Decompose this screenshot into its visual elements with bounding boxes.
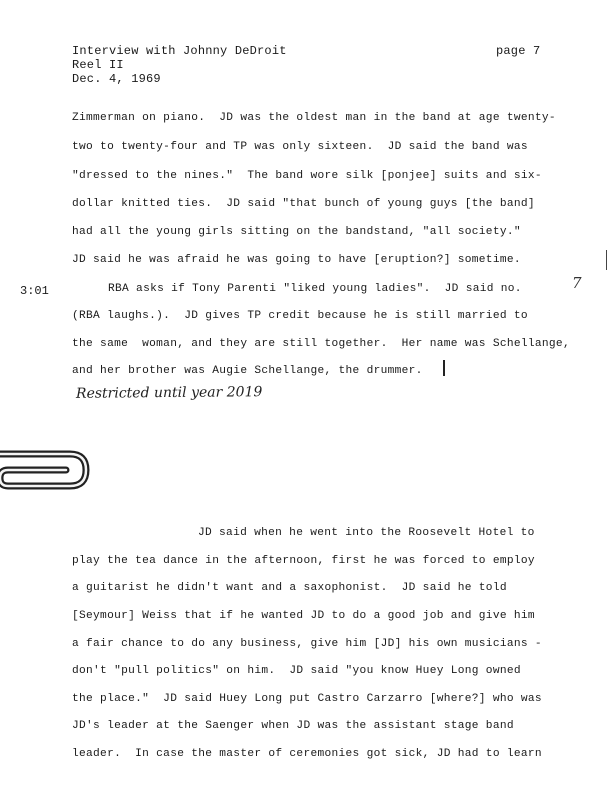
- body-line: the place." JD said Huey Long put Castro Carzarro [where?] who was: [72, 693, 542, 705]
- body-line: a fair chance to do any business, give him [JD] his own musicians -: [72, 638, 542, 650]
- body-line: JD said when he went into the Roosevelt Hotel to: [198, 527, 535, 539]
- margin-mark: 7: [572, 274, 582, 292]
- body-line: RBA asks if Tony Parenti "liked young ladies". JD said no.: [108, 283, 522, 295]
- body-line: (RBA laughs.). JD gives TP credit because he is still married to: [72, 310, 528, 322]
- body-line: Zimmerman on piano. JD was the oldest man in the band at age twenty-: [72, 112, 556, 124]
- body-line: leader. In case the master of ceremonies got sick, JD had to learn: [72, 748, 542, 760]
- header-reel: Reel II: [72, 58, 124, 72]
- insertion-mark: [443, 360, 445, 376]
- body-line: don't "pull politics" on him. JD said "you know Huey Long owned: [72, 665, 521, 677]
- header-title: Interview with Johnny DeDroit: [72, 44, 287, 58]
- body-line: "dressed to the nines." The band wore silk [ponjee] suits and six-: [72, 170, 542, 182]
- body-line: JD said he was afraid he was going to have [eruption?] sometime.: [72, 254, 521, 266]
- body-line: the same woman, and they are still together. Her name was Schellange,: [72, 338, 570, 350]
- body-line: and her brother was Augie Schellange, the drummer.: [72, 365, 423, 377]
- body-line: JD's leader at the Saenger when JD was the assistant stage band: [72, 720, 514, 732]
- header-date: Dec. 4, 1969: [72, 72, 161, 86]
- body-line: had all the young girls sitting on the bandstand, "all society.": [72, 226, 521, 238]
- body-line: a guitarist he didn't want and a saxophonist. JD said he told: [72, 582, 507, 594]
- body-line: two to twenty-four and TP was only sixteen. JD said the band was: [72, 141, 528, 153]
- body-line: play the tea dance in the afternoon, first he was forced to employ: [72, 555, 535, 567]
- body-line: [Seymour] Weiss that if he wanted JD to do a good job and give him: [72, 610, 535, 622]
- paper-clip-icon: [0, 440, 90, 520]
- header-page-number: page 7: [496, 44, 541, 58]
- timecode: 3:01: [20, 284, 49, 298]
- handwritten-restriction-note: Restricted until year 2019: [75, 384, 263, 402]
- body-line: dollar knitted ties. JD said "that bunch of young guys [the band]: [72, 198, 535, 210]
- margin-tick: [606, 250, 607, 270]
